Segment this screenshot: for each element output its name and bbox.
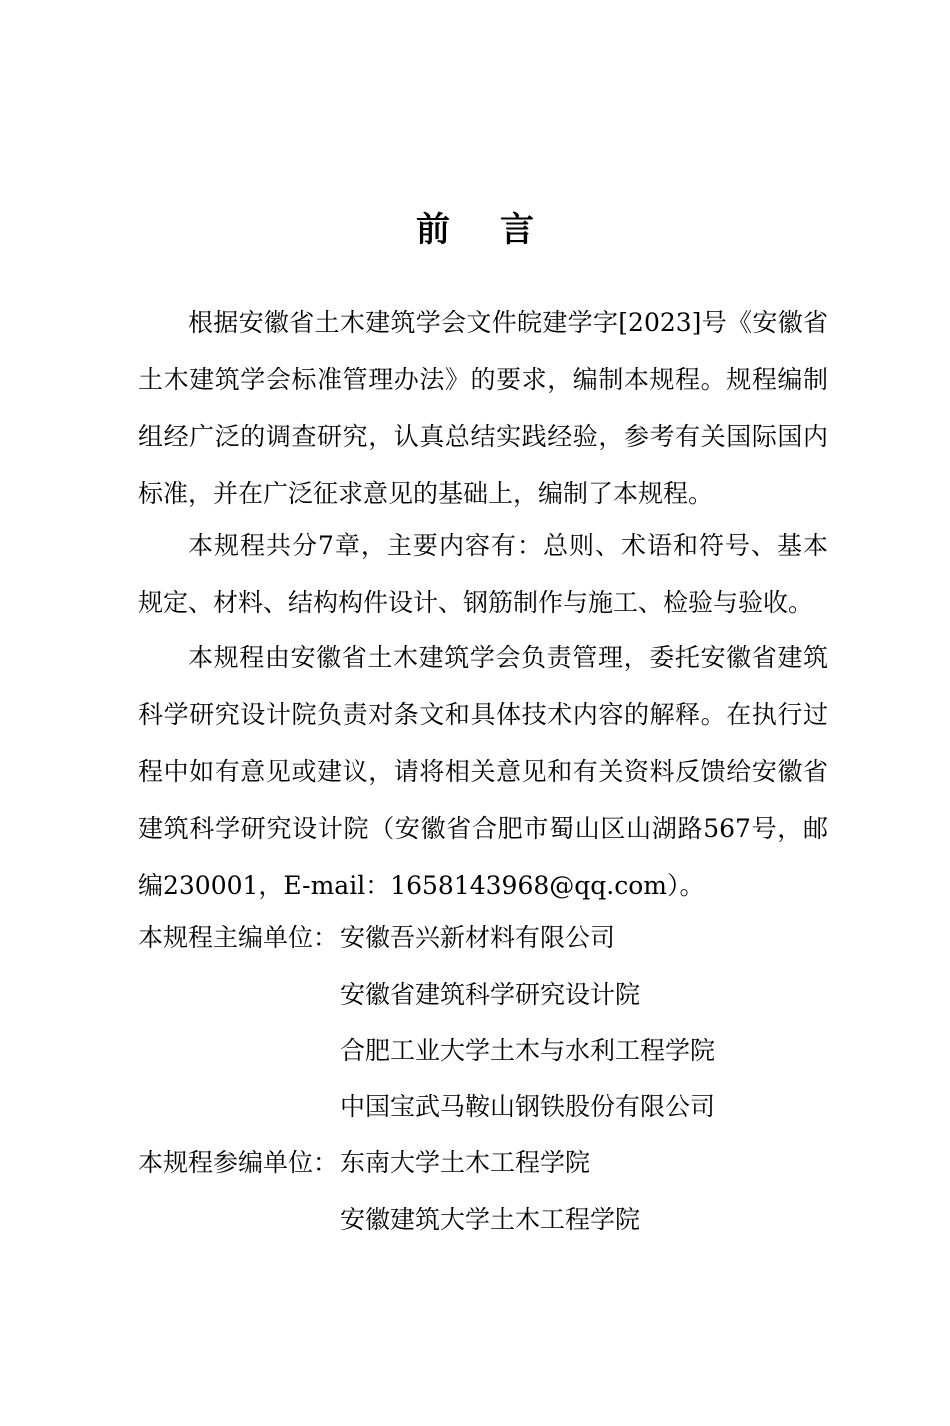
participating-unit-row (138, 1134, 590, 1191)
participating-unit-row (138, 1191, 640, 1248)
participating-unit-item: 东南大学土木工程学院 (340, 1148, 591, 1177)
chief-unit-item: 安徽省建筑科学研究设计院 (340, 980, 641, 1009)
chief-unit-item: 中国宝武马鞍山钢铁股份有限公司 (340, 1092, 716, 1121)
participating-unit-item: 安徽建筑大学土木工程学院 (340, 1205, 641, 1234)
chief-units-label: 本规程主编单位： (138, 923, 339, 952)
paragraph-contents: 本规程共分7章，主要内容有：总则、术语和符号、基本规定、材料、结构构件设计、钢筋制作与施工、检验与验收。 (138, 531, 828, 617)
paragraph-management: 本规程由安徽省土木建筑学会负责管理，委托安徽省建筑科学研究设计院负责对条文和具体技术内容的解释。在执行过程中如有意见或建议，请将相关意见和有关资料反馈给安徽省建筑科学研究设计院（安徽省合肥市蜀山区山湖路567号，邮编230001，E-mail：1658143968@qq.com）。 (138, 643, 828, 900)
chief-unit-row (138, 909, 615, 966)
chief-unit-item: 合肥工业大学土木与水利工程学院 (340, 1036, 716, 1065)
chief-unit-row (138, 966, 640, 1023)
chief-unit-item: 安徽吾兴新材料有限公司 (340, 923, 616, 952)
chief-unit-row (138, 1022, 715, 1079)
title-char-2: 言 (500, 210, 534, 250)
chief-unit-row (138, 1078, 715, 1135)
participating-units-label: 本规程参编单位： (138, 1148, 339, 1177)
page-title (0, 205, 950, 255)
title-char-1: 前 (416, 210, 450, 250)
paragraph-basis: 根据安徽省土木建筑学会文件皖建学字[2023]号《安徽省土木建筑学会标准管理办法》的要求，编制本规程。规程编制组经广泛的调查研究，认真总结实践经验，参考有关国际国内标准，并在广泛征求意见的基础上，编制了本规程。 (138, 308, 828, 508)
